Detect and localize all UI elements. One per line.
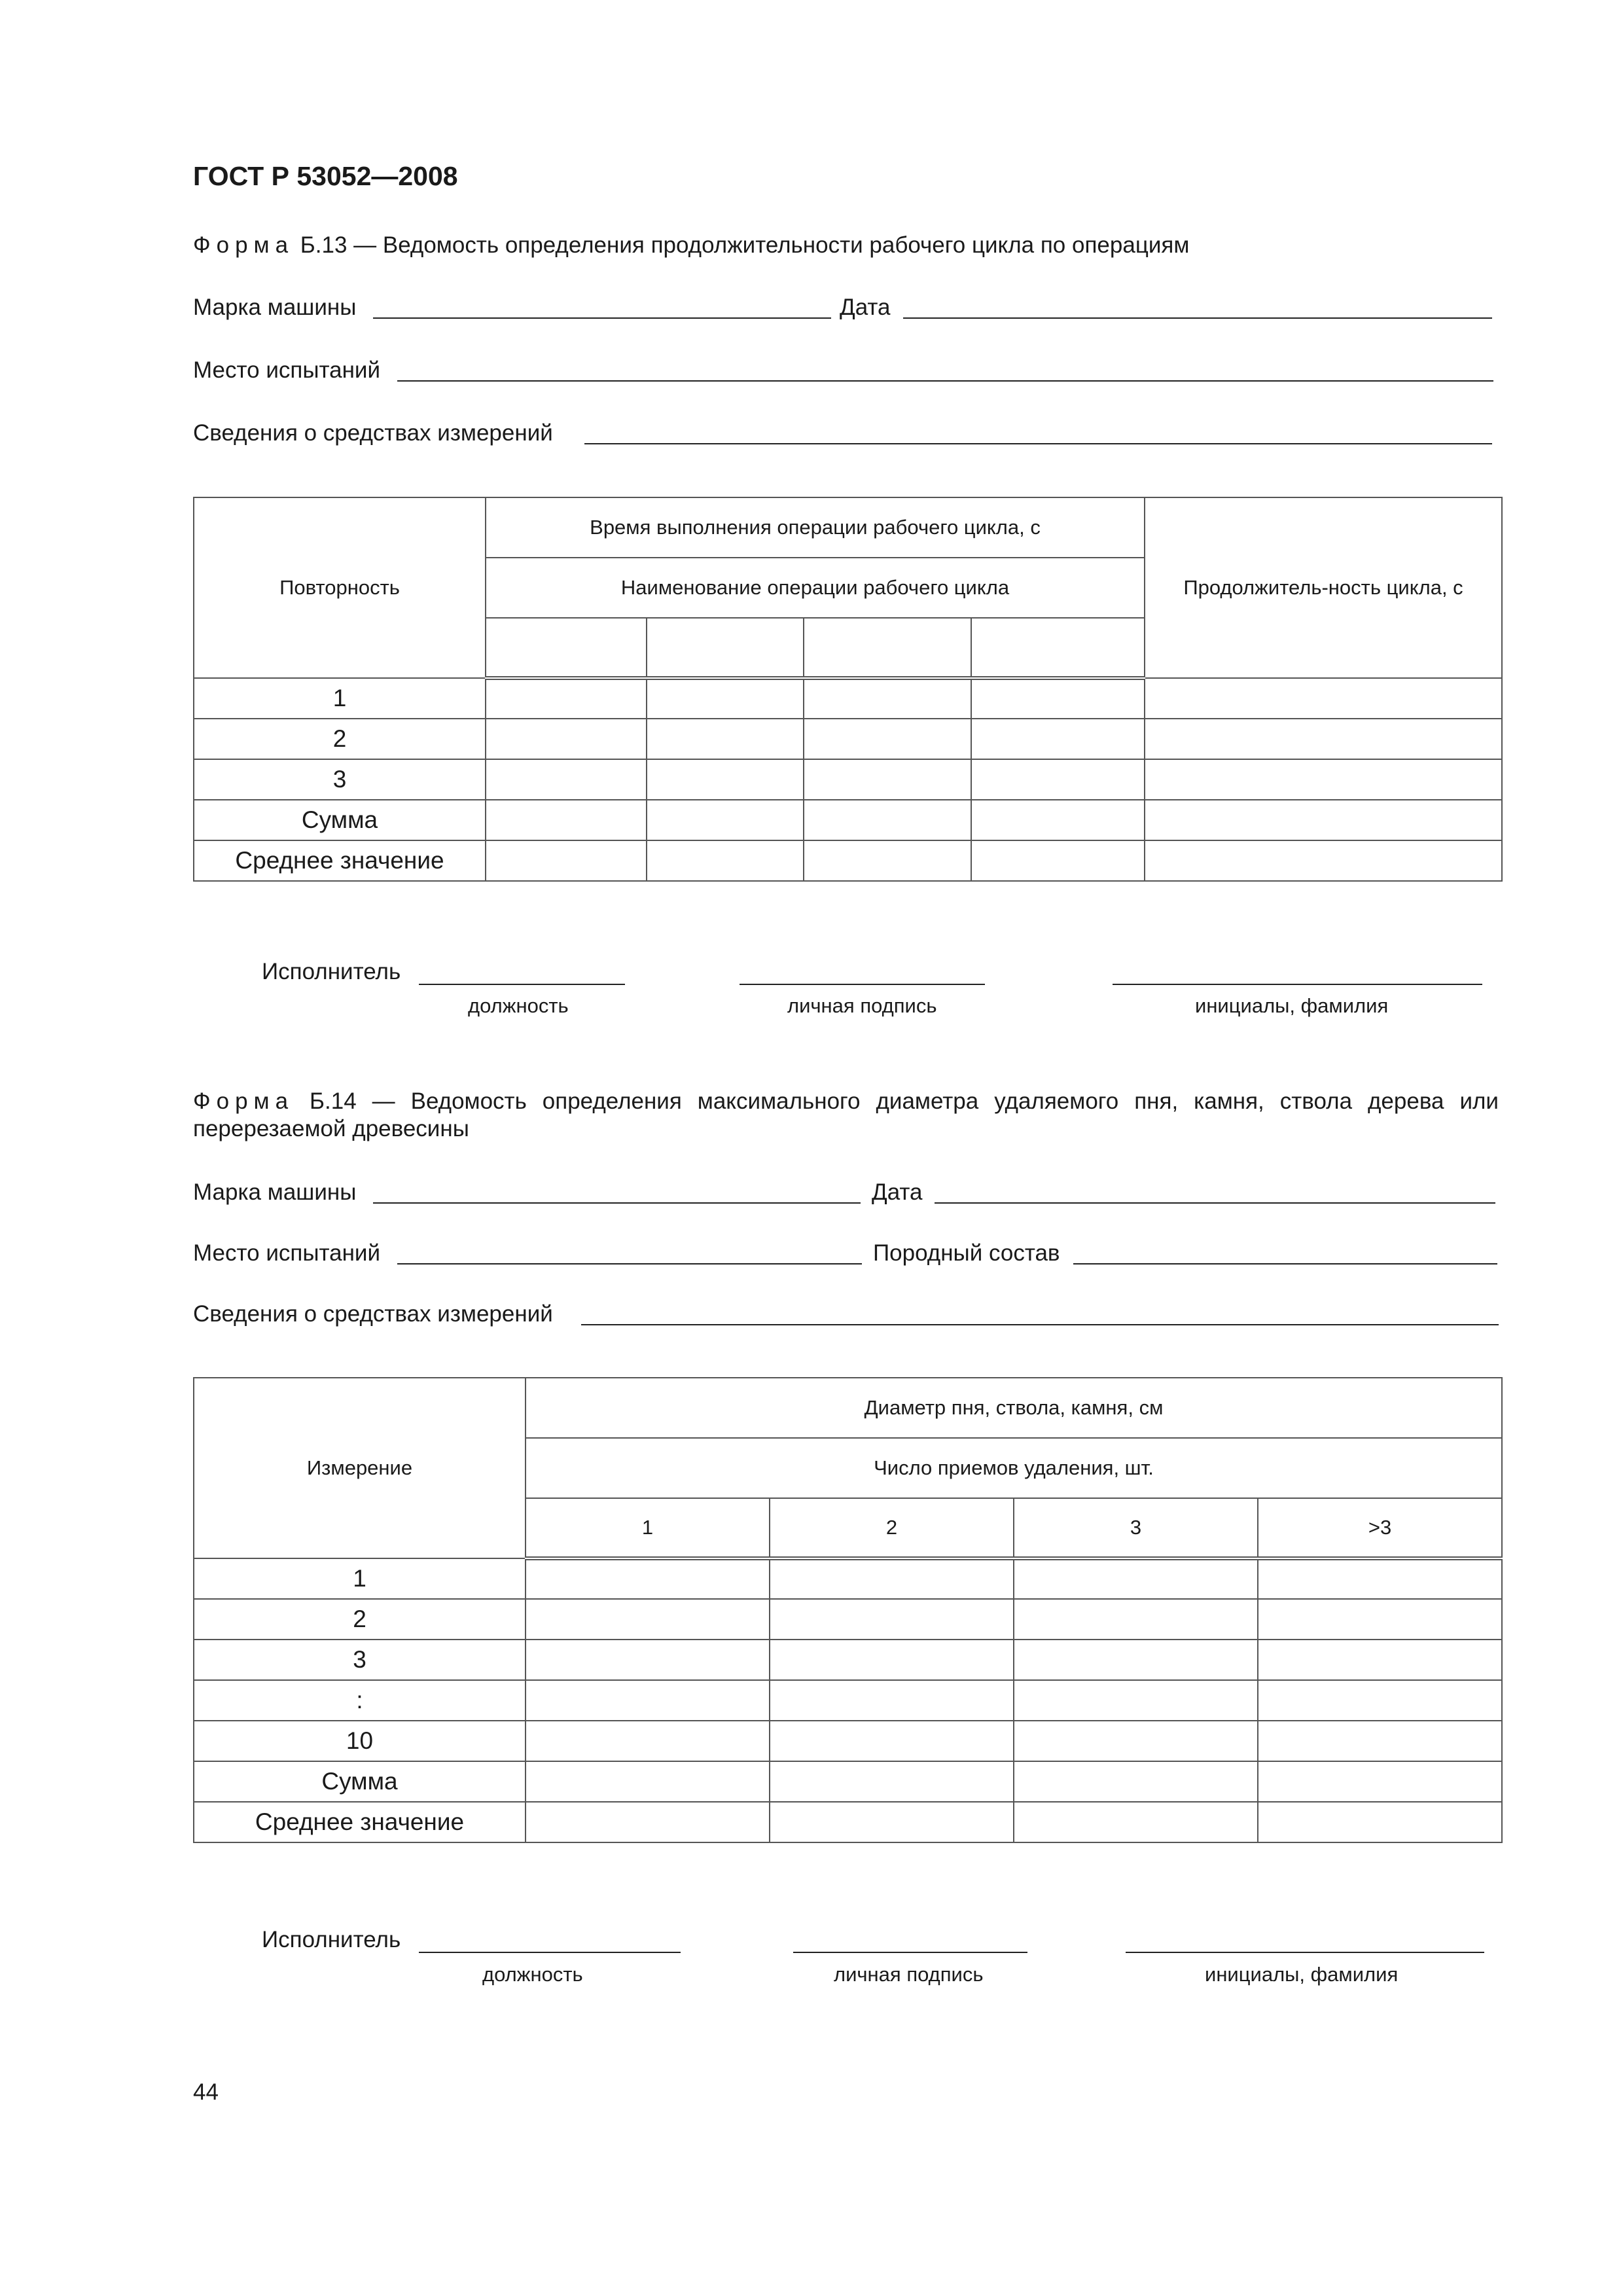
form14-sign-caption: личная подпись (834, 1963, 984, 1986)
form13-place-label: Место испытаний (193, 357, 381, 383)
form14-name-field[interactable] (1126, 1952, 1484, 1953)
form14-col-measure-header: Измерение (194, 1378, 526, 1558)
form13-cell[interactable] (486, 800, 647, 840)
form14-row-label: 1 (194, 1558, 526, 1599)
form14-subcol-header: 1 (526, 1498, 770, 1558)
form14-cell[interactable] (1258, 1721, 1502, 1761)
form14-subcol-header: 3 (1014, 1498, 1258, 1558)
form13-brand-field[interactable] (373, 317, 831, 319)
form14-cell[interactable] (526, 1599, 770, 1640)
form14-cell[interactable] (1258, 1680, 1502, 1721)
form13-row-label: 1 (194, 678, 486, 719)
form14-brand-label: Марка машины (193, 1179, 357, 1205)
form13-instruments-field[interactable] (584, 443, 1492, 444)
form13-op-col-3[interactable] (804, 618, 971, 678)
form13-cell[interactable] (1145, 678, 1502, 719)
form13-date-label: Дата (840, 295, 891, 320)
form13-title (193, 232, 1495, 259)
form13-date-field[interactable] (903, 317, 1492, 319)
form14-sign-field[interactable] (793, 1952, 1027, 1953)
form14-cell[interactable] (1014, 1640, 1258, 1680)
form13-cell[interactable] (647, 759, 804, 800)
form13-cell[interactable] (971, 759, 1145, 800)
form14-title-text: Б.14 — Ведомость определения максимального диаметра удаляемого пня, камня, ствола дерева или перерезаемой древесины (193, 1088, 1499, 1141)
form14-row-label: Среднее значение (194, 1802, 526, 1842)
form13-sign-field[interactable] (740, 984, 985, 985)
form14-cell[interactable] (770, 1599, 1014, 1640)
form13-name-caption: инициалы, фамилия (1195, 994, 1389, 1017)
form13-cell[interactable] (971, 840, 1145, 881)
document-header: ГОСТ Р 53052—2008 (193, 161, 458, 191)
form14-cell[interactable] (1258, 1761, 1502, 1802)
form13-op-col-1[interactable] (486, 618, 647, 678)
form13-cell[interactable] (486, 678, 647, 719)
form13-col-time-header: Время выполнения операции рабочего цикла, с (486, 497, 1145, 558)
form14-date-field[interactable] (935, 1202, 1495, 1204)
form13-col-duration-header: Продолжитель-ность цикла, с (1145, 497, 1502, 678)
form14-cell[interactable] (770, 1721, 1014, 1761)
form14-instruments-label: Сведения о средствах измерений (193, 1301, 553, 1327)
form13-cell[interactable] (804, 719, 971, 759)
form14-cell[interactable] (1014, 1558, 1258, 1599)
form14-name-caption: инициалы, фамилия (1205, 1963, 1399, 1986)
form13-row-label: 2 (194, 719, 486, 759)
form14-cell[interactable] (1014, 1599, 1258, 1640)
form14-cell[interactable] (1258, 1640, 1502, 1680)
form14-row-label: Сумма (194, 1761, 526, 1802)
form13-cell[interactable] (1145, 759, 1502, 800)
form13-executor-label: Исполнитель (262, 959, 401, 984)
form14-cell[interactable] (526, 1558, 770, 1599)
form14-cell[interactable] (1014, 1761, 1258, 1802)
form13-cell[interactable] (971, 800, 1145, 840)
form13-row-label: Среднее значение (194, 840, 486, 881)
form14-cell[interactable] (1014, 1802, 1258, 1842)
form14-place-field[interactable] (397, 1263, 862, 1265)
form14-cell[interactable] (770, 1640, 1014, 1680)
form14-place-label: Место испытаний (193, 1240, 381, 1266)
form14-title (193, 1088, 1499, 1143)
form14-cell[interactable] (526, 1761, 770, 1802)
form14-row-label: 3 (194, 1640, 526, 1680)
form13-cell[interactable] (1145, 800, 1502, 840)
form13-cell[interactable] (486, 759, 647, 800)
form14-instruments-field[interactable] (581, 1324, 1499, 1325)
form14-row-label: 2 (194, 1599, 526, 1640)
form13-col-opname-header: Наименование операции рабочего цикла (486, 558, 1145, 618)
form14-cell[interactable] (1258, 1558, 1502, 1599)
form14-row-label: : (194, 1680, 526, 1721)
form14-cell[interactable] (1258, 1599, 1502, 1640)
form13-cell[interactable] (804, 678, 971, 719)
form14-row-label: 10 (194, 1721, 526, 1761)
form14-cell[interactable] (1014, 1721, 1258, 1761)
form13-table (193, 497, 1503, 882)
form13-row-label: 3 (194, 759, 486, 800)
form13-title-word: Форма (193, 232, 294, 258)
form14-cell[interactable] (526, 1721, 770, 1761)
form13-col-repeat-header: Повторность (194, 497, 486, 678)
form14-cell[interactable] (1258, 1802, 1502, 1842)
form13-op-col-4[interactable] (971, 618, 1145, 678)
form14-species-field[interactable] (1073, 1263, 1497, 1265)
page-number: 44 (193, 2079, 219, 2105)
form14-cell[interactable] (770, 1802, 1014, 1842)
form13-cell[interactable] (1145, 840, 1502, 881)
form13-place-field[interactable] (397, 380, 1493, 382)
form14-col-count-header: Число приемов удаления, шт. (526, 1438, 1502, 1498)
form13-cell[interactable] (647, 678, 804, 719)
form14-cell[interactable] (526, 1640, 770, 1680)
form13-sign-caption: личная подпись (787, 994, 937, 1017)
form13-cell[interactable] (486, 719, 647, 759)
form14-cell[interactable] (526, 1802, 770, 1842)
form13-position-caption: должность (468, 994, 569, 1017)
form13-position-field[interactable] (419, 984, 625, 985)
form13-cell[interactable] (804, 800, 971, 840)
form14-cell[interactable] (770, 1761, 1014, 1802)
form14-subcol-header: >3 (1258, 1498, 1502, 1558)
form13-cell[interactable] (971, 719, 1145, 759)
form14-position-field[interactable] (419, 1952, 681, 1953)
form13-cell[interactable] (971, 678, 1145, 719)
form14-species-label: Породный состав (873, 1240, 1060, 1266)
form14-cell[interactable] (1014, 1680, 1258, 1721)
form13-cell[interactable] (804, 840, 971, 881)
form13-cell[interactable] (647, 719, 804, 759)
form14-date-label: Дата (872, 1179, 923, 1205)
form14-cell[interactable] (770, 1558, 1014, 1599)
form13-row-label: Сумма (194, 800, 486, 840)
form14-position-caption: должность (482, 1963, 583, 1986)
form13-title-text: Б.13 — Ведомость определения продолжительности рабочего цикла по операциям (294, 232, 1190, 258)
form14-executor-label: Исполнитель (262, 1927, 401, 1952)
form14-cell[interactable] (526, 1680, 770, 1721)
form14-title-word: Форма (193, 1088, 294, 1114)
form14-brand-field[interactable] (373, 1202, 861, 1204)
form13-cell[interactable] (486, 840, 647, 881)
form13-name-field[interactable] (1113, 984, 1482, 985)
form13-cell[interactable] (1145, 719, 1502, 759)
form14-subcol-header: 2 (770, 1498, 1014, 1558)
form14-cell[interactable] (770, 1680, 1014, 1721)
form13-cell[interactable] (647, 840, 804, 881)
form14-col-diameter-header: Диаметр пня, ствола, камня, см (526, 1378, 1502, 1438)
form13-cell[interactable] (647, 800, 804, 840)
form13-brand-label: Марка машины (193, 295, 357, 320)
form13-instruments-label: Сведения о средствах измерений (193, 420, 553, 446)
form14-table (193, 1377, 1503, 1843)
form13-cell[interactable] (804, 759, 971, 800)
form13-op-col-2[interactable] (647, 618, 804, 678)
